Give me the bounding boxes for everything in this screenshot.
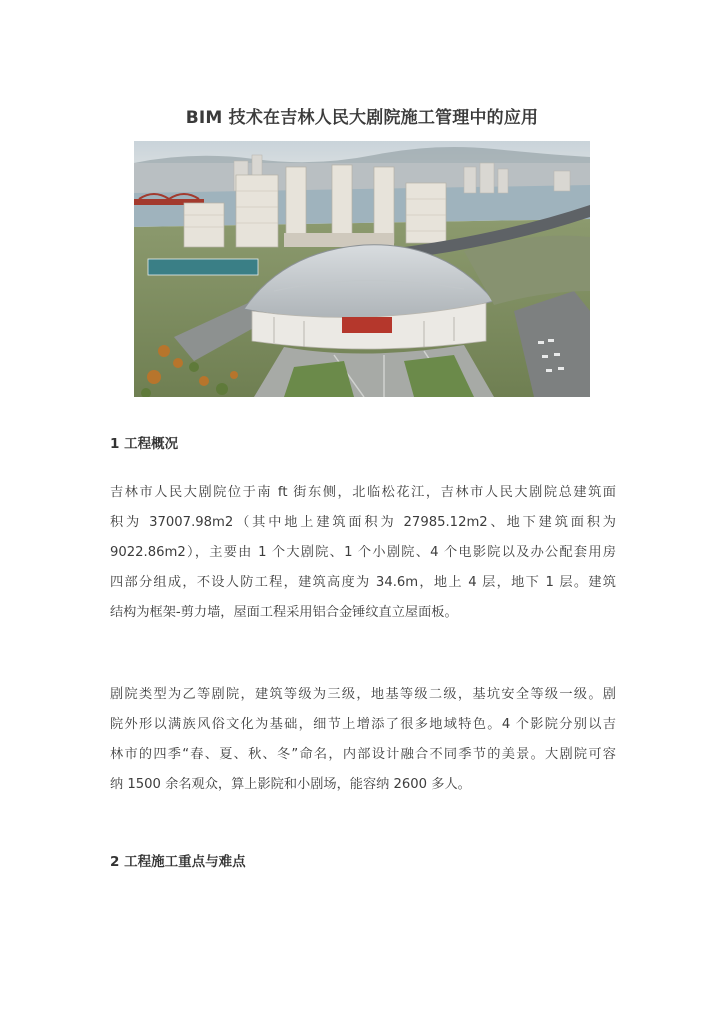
overview-paragraph-1	[110, 478, 616, 628]
section-heading-key-difficulties: 2 工程施工重点与难点	[110, 854, 246, 870]
page-title: BIM 技术在吉林人民大剧院施工管理中的应用	[185, 108, 539, 128]
overview-paragraph-2	[110, 680, 616, 800]
paragraph-line: 四部分组成，不设人防工程，建筑高度为 34.6m，地上 4 层，地下 1 层。建筑	[110, 575, 616, 590]
paragraph-line: 9022.86m2），主要由 1 个大剧院、1 个小剧院、4 个电影院以及办公配套用房	[110, 545, 616, 560]
paragraph-line: 剧院类型为乙等剧院，建筑等级为三级，地基等级二级，基坑安全等级一级。剧	[110, 687, 616, 702]
paragraph-line: 林市的四季“春、夏、秋、冬”命名，内部设计融合不同季节的美景。大剧院可容	[110, 747, 616, 762]
paragraph-line: 院外形以满族风俗文化为基础，细节上增添了很多地域特色。4 个影院分别以吉	[110, 717, 616, 732]
section-heading-overview: 1 工程概况	[110, 436, 179, 452]
paragraph-line: 吉林市人民大剧院位于南 ft 街东侧，北临松花江，吉林市人民大剧院总建筑面	[110, 485, 616, 500]
aerial-photo	[134, 141, 590, 397]
paragraph-line: 纳 1500 余名观众，算上影院和小剧场，能容纳 2600 多人。	[110, 777, 471, 792]
paragraph-line: 结构为框架-剪力墙，屋面工程采用铝合金锤纹直立屋面板。	[110, 605, 458, 620]
paragraph-line: 积为 37007.98m2（其中地上建筑面积为 27985.12m2、地下建筑面积为	[110, 515, 616, 530]
